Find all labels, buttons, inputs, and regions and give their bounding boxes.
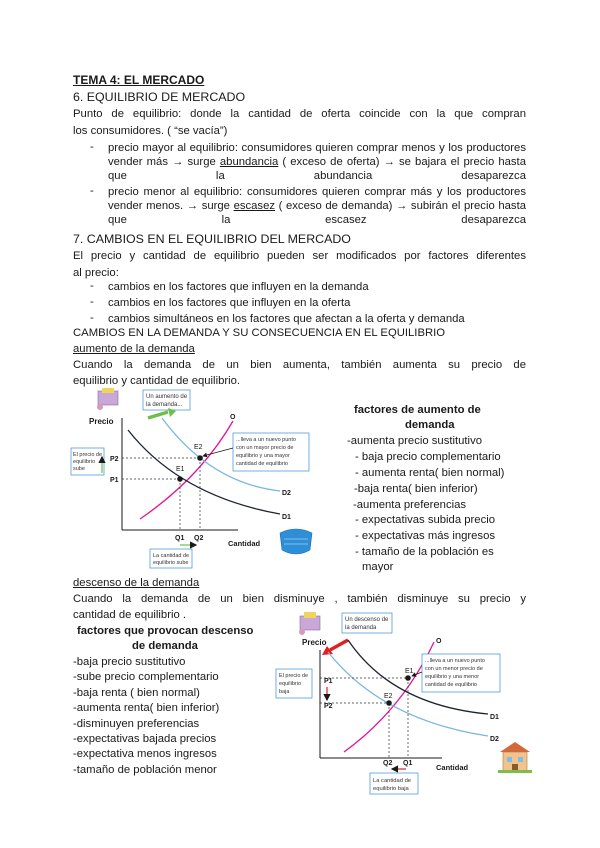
factor-down-item: -expectativas bajada precios (73, 733, 217, 745)
factors-up-title-2: demanda (405, 419, 455, 431)
factor-down-item: -sube precio complementario (73, 671, 219, 683)
note-price-down (276, 669, 312, 698)
bullet-dash: - (90, 296, 94, 308)
factors-down-title-2: de demanda (132, 640, 198, 652)
note-quantity-up (150, 549, 192, 568)
supply-label: O (436, 638, 442, 645)
bullet-dash: - (90, 312, 94, 324)
x-axis-label: Cantidad (228, 539, 261, 548)
svg-text:equilibrio y una mayor: equilibrio y una mayor (236, 453, 290, 459)
factor-down-item: -baja precio sustitutivo (73, 656, 186, 668)
factor-up-item: - baja precio complementario (355, 451, 501, 463)
demand-changes-heading: CAMBIOS EN LA DEMANDA Y SU CONSECUENCIA EN EL EQUILIBRIO (73, 327, 446, 339)
factor-up-item: - expectativas más ingresos (355, 530, 496, 542)
factors-down-title-1: factores que provocan descenso (77, 625, 254, 637)
note-price-up (71, 448, 104, 475)
d2-label: D2 (490, 736, 499, 743)
svg-text:...lleva a un nuevo punto: ...lleva a un nuevo punto (236, 437, 296, 443)
money-sack-icon (299, 612, 320, 635)
pointer-arrow (203, 448, 233, 456)
svg-text:El precio de: El precio de (73, 452, 103, 458)
equilibrium-e2 (386, 700, 392, 706)
factor-down-item: -tamaño de población menor (73, 764, 217, 776)
q1-label: Q1 (175, 535, 185, 542)
factor-down-item: -disminuyen preferencias (73, 718, 200, 730)
factor-up-item: - expectativas subida precio (355, 514, 496, 526)
factor-up-item: - aumenta renta( bien normal) (355, 467, 505, 479)
red-arrow-icon (330, 640, 348, 650)
svg-text:La cantidad de: La cantidad de (373, 778, 412, 784)
equilibrium-def-line1: Punto de equilibrio: donde la cantidad de oferta coincide con la que compran (73, 108, 526, 120)
equilibrium-def-line2: los consumidores. ( “se vacía”) (73, 125, 228, 137)
svg-text:la demanda...: la demanda... (146, 402, 183, 408)
x-axis-label: Cantidad (436, 763, 469, 772)
svg-text:La cantidad de: La cantidad de (153, 553, 190, 559)
q1-label: Q1 (403, 760, 413, 767)
face-mask-icon (280, 529, 312, 554)
svg-text:sube: sube (73, 466, 85, 472)
changes-intro-line2: al precio: (73, 267, 119, 279)
svg-text:equilibrio: equilibrio (279, 681, 302, 687)
y-axis-label: Precio (89, 417, 114, 426)
factor-down-item: -expectativa menos ingresos (73, 748, 217, 760)
bullet-dash: - (90, 185, 94, 197)
d2-label: D2 (282, 490, 291, 497)
section-6-heading: 6. EQUILIBRIO DE MERCADO (73, 90, 246, 104)
y-axis-label: Precio (302, 638, 327, 647)
p2-label: P2 (324, 703, 333, 710)
descenso-line2: cantidad de equilibrio . (73, 609, 187, 621)
bullet-dash: - (90, 141, 94, 153)
change-item-3: cambios simultáneos en los factores que afectan a la oferta y demanda (108, 313, 465, 325)
bullet-dash: - (90, 280, 94, 292)
svg-text:Un descenso de: Un descenso de (345, 617, 389, 623)
p2-label: P2 (110, 456, 119, 463)
d1-label: D1 (282, 514, 291, 521)
q2-label: Q2 (194, 535, 204, 542)
demand-increase-chart (70, 388, 360, 572)
factor-up-item: -aumenta preferencias (353, 499, 467, 511)
bullet-price-above: precio mayor al equilibrio: consumidores quieren comprar menos y los productores vender más → surge abundancia ( exceso de oferta) → se bajara el precio hasta que la abundancia desaparezca (108, 142, 526, 182)
equilibrium-e1 (405, 675, 411, 681)
descenso-title: descenso de la demanda (73, 577, 200, 589)
factor-down-item: -aumenta renta( bien inferior) (73, 702, 220, 714)
d1-label: D1 (490, 714, 499, 721)
svg-text:con un menor precio de: con un menor precio de (425, 666, 483, 672)
note-new-point-up (233, 433, 309, 471)
equilibrium-e2 (197, 455, 203, 461)
bullet-price-below: precio menor al equilibrio: consumidores quieren comprar más y los productores vender menos. → surge escasez ( exceso de demanda) → subirán el precio hasta que la escasez desaparezca (108, 186, 526, 226)
green-arrow-icon (148, 412, 168, 418)
svg-text:equilibrio: equilibrio (73, 459, 96, 465)
e1-label: E1 (405, 668, 414, 675)
equilibrium-e1 (177, 476, 183, 482)
changes-intro-line1: El precio y cantidad de equilibrio pueden ser modificados por factores diferentes (73, 250, 526, 262)
doc-title: TEMA 4: EL MERCADO (73, 73, 205, 87)
p1-label: P1 (324, 678, 333, 685)
svg-text:El precio de: El precio de (279, 673, 309, 679)
note-demand-down (342, 613, 392, 633)
money-sack-icon (97, 388, 118, 410)
descenso-line1: Cuando la demanda de un bien disminuye , también disminuye su precio y (73, 593, 526, 605)
supply-label: O (230, 414, 236, 421)
note-new-point-down (422, 654, 500, 692)
aumento-title: aumento de la demanda (73, 343, 195, 355)
svg-text:equilibrio sube: equilibrio sube (153, 560, 189, 566)
svg-text:baja: baja (279, 689, 290, 695)
svg-text:equilibrio baja: equilibrio baja (373, 786, 409, 792)
svg-text:cantidad de equilibrio: cantidad de equilibrio (425, 682, 477, 688)
supply-curve (140, 421, 233, 519)
p1-label: P1 (110, 477, 119, 484)
factor-down-item: -baja renta ( bien normal) (73, 687, 200, 699)
svg-text:cantidad de equilibrio: cantidad de equilibrio (236, 461, 288, 467)
factor-up-item: - tamaño de la población es (355, 546, 494, 558)
svg-text:equilibrio y una menor: equilibrio y una menor (425, 674, 480, 680)
factor-up-item: -baja renta( bien inferior) (354, 483, 478, 495)
change-item-1: cambios en los factores que influyen en la demanda (108, 281, 369, 293)
factors-up-title-1: factores de aumento de (354, 404, 481, 416)
svg-text:...lleva a un nuevo punto: ...lleva a un nuevo punto (425, 658, 485, 664)
change-item-2: cambios en los factores que influyen en la oferta (108, 297, 351, 309)
e2-label: E2 (384, 693, 393, 700)
e1-label: E1 (176, 466, 185, 473)
svg-text:Un aumento de: Un aumento de (146, 394, 188, 400)
note-demand-up (143, 390, 190, 410)
aumento-line1: Cuando la demanda de un bien aumenta, también aumenta su precio de (73, 359, 526, 371)
demand-decrease-chart (272, 610, 544, 800)
q2-label: Q2 (383, 760, 393, 767)
e2-label: E2 (194, 444, 203, 451)
svg-text:con un mayor precio de: con un mayor precio de (236, 445, 294, 451)
section-7-heading: 7. CAMBIOS EN EL EQUILIBRIO DEL MERCADO (73, 232, 351, 246)
aumento-line2: equilibrio y cantidad de equilibrio. (73, 375, 241, 387)
svg-text:la demanda: la demanda (345, 625, 377, 631)
store-building-icon (498, 742, 532, 773)
factor-up-item: mayor (362, 561, 394, 573)
note-quantity-down (370, 773, 418, 794)
factor-up-item: -aumenta precio sustitutivo (347, 435, 483, 447)
